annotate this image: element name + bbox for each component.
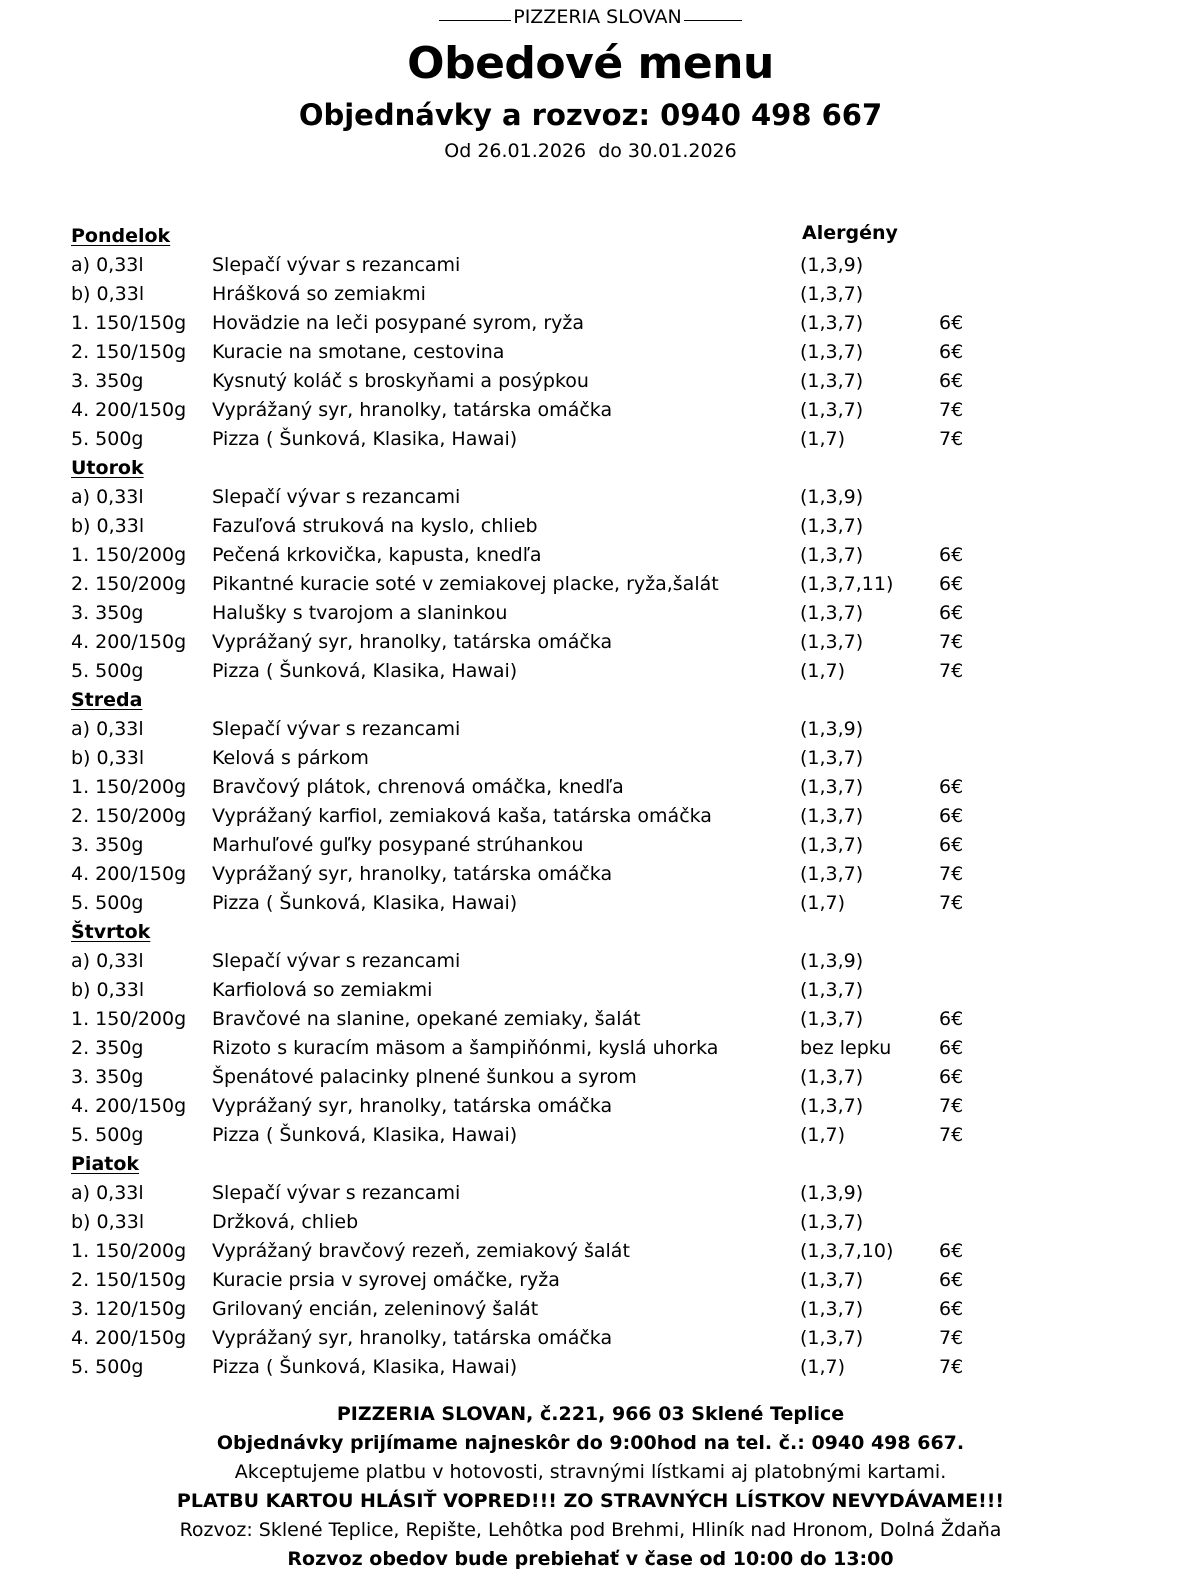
item-name: Karfiolová so zemiakmi: [212, 979, 433, 1001]
item-allergens: (1,3,7): [800, 805, 864, 827]
underscore-right: [684, 20, 742, 21]
menu-item: [71, 1121, 1111, 1150]
footer-delivery-area: Rozvoz: Sklené Teplice, Repište, Lehôtka pod Brehmi, Hliník nad Hronom, Dolná Ždaňa: [179, 1519, 1002, 1541]
day-section: [71, 918, 1111, 1150]
day-heading: Štvrtok: [71, 921, 151, 943]
item-portion: a) 0,33l: [71, 950, 144, 972]
footer-payment: Akceptujeme platbu v hotovosti, stravnými lístkami aj platobnými kartami.: [234, 1461, 947, 1483]
allergen-column-heading: Alergény: [802, 222, 898, 244]
item-allergens: (1,3,7): [800, 370, 864, 392]
footer-card-notice: PLATBU KARTOU HLÁSIŤ VOPRED!!! ZO STRAVNÝCH LÍSTKOV NEVYDÁVAME!!!: [176, 1490, 1005, 1512]
item-name: Kelová s párkom: [212, 747, 369, 769]
item-price: 6€: [939, 834, 964, 856]
item-name: Vyprážaný syr, hranolky, tatárska omáčka: [212, 1095, 613, 1117]
item-allergens: (1,3,9): [800, 718, 864, 740]
item-name: Vyprážaný karfiol, zemiaková kaša, tatárska omáčka: [212, 805, 712, 827]
item-allergens: (1,3,7): [800, 312, 864, 334]
menu-item: [71, 396, 1111, 425]
menu-item: [71, 1208, 1111, 1237]
item-name: Vyprážaný bravčový rezeň, zemiakový šalát: [212, 1240, 630, 1262]
page-title: Obedové menu: [407, 38, 774, 89]
day-section: [71, 686, 1111, 918]
item-name: Halušky s tvarojom a slaninkou: [212, 602, 508, 624]
menu-item: [71, 599, 1111, 628]
item-name: Pizza ( Šunková, Klasika, Hawai): [212, 1356, 518, 1378]
item-price: 6€: [939, 805, 964, 827]
menu-item: [71, 831, 1111, 860]
menu-item: [71, 1034, 1111, 1063]
item-name: Kuracie na smotane, cestovina: [212, 341, 505, 363]
item-allergens: (1,3,7): [800, 399, 864, 421]
item-allergens: (1,7): [800, 660, 846, 682]
item-price: 6€: [939, 573, 964, 595]
item-price: 7€: [939, 631, 964, 653]
item-price: 7€: [939, 399, 964, 421]
footer: [0, 1400, 1181, 1574]
item-portion: 1. 150/200g: [71, 544, 187, 566]
menu-item: [71, 860, 1111, 889]
menu-item: [71, 947, 1111, 976]
item-portion: 1. 150/200g: [71, 1008, 187, 1030]
menu-item: [71, 1353, 1111, 1382]
item-portion: 3. 350g: [71, 1066, 144, 1088]
item-portion: 2. 150/200g: [71, 573, 187, 595]
item-allergens: (1,3,7): [800, 602, 864, 624]
item-price: 7€: [939, 1095, 964, 1117]
item-price: 6€: [939, 1008, 964, 1030]
menu-item: [71, 570, 1111, 599]
menu-item: [71, 541, 1111, 570]
item-portion: b) 0,33l: [71, 1211, 145, 1233]
menu-item: [71, 744, 1111, 773]
item-allergens: (1,3,7,11): [800, 573, 894, 595]
item-portion: b) 0,33l: [71, 283, 145, 305]
item-portion: 4. 200/150g: [71, 1095, 187, 1117]
item-portion: 1. 150/200g: [71, 1240, 187, 1262]
item-name: Pizza ( Šunková, Klasika, Hawai): [212, 660, 518, 682]
item-portion: 5. 500g: [71, 1124, 144, 1146]
menu-item: [71, 657, 1111, 686]
item-name: Špenátové palacinky plnené šunkou a syrom: [212, 1066, 637, 1088]
menu-item: [71, 1324, 1111, 1353]
item-portion: b) 0,33l: [71, 515, 145, 537]
item-allergens: (1,3,7,10): [800, 1240, 894, 1262]
item-price: 7€: [939, 1327, 964, 1349]
menu-item: [71, 1295, 1111, 1324]
item-allergens: (1,7): [800, 1356, 846, 1378]
footer-delivery-time: Rozvoz obedov bude prebiehať v čase od 10:00 do 13:00: [287, 1548, 894, 1570]
item-allergens: (1,3,9): [800, 950, 864, 972]
item-allergens: (1,3,7): [800, 283, 864, 305]
item-price: 6€: [939, 370, 964, 392]
item-allergens: (1,3,7): [800, 631, 864, 653]
menu-item: [71, 1266, 1111, 1295]
day-section: [71, 1150, 1111, 1382]
footer-address: PIZZERIA SLOVAN, č.221, 966 03 Sklené Teplice: [336, 1403, 845, 1425]
item-name: Slepačí vývar s rezancami: [212, 950, 461, 972]
item-name: Pizza ( Šunková, Klasika, Hawai): [212, 1124, 518, 1146]
item-price: 7€: [939, 660, 964, 682]
menu-item: [71, 309, 1111, 338]
item-portion: 4. 200/150g: [71, 399, 187, 421]
item-allergens: (1,7): [800, 892, 846, 914]
underscore-left: [439, 20, 511, 21]
day-heading: Streda: [71, 689, 143, 711]
item-name: Slepačí vývar s rezancami: [212, 254, 461, 276]
item-price: 6€: [939, 602, 964, 624]
day-section: [71, 222, 1111, 454]
item-price: 6€: [939, 1037, 964, 1059]
item-portion: 2. 150/150g: [71, 341, 187, 363]
day-section: [71, 454, 1111, 686]
item-portion: 3. 350g: [71, 602, 144, 624]
item-price: 6€: [939, 776, 964, 798]
item-name: Fazuľová struková na kyslo, chlieb: [212, 515, 538, 537]
item-price: 7€: [939, 428, 964, 450]
item-name: Kuracie prsia v syrovej omáčke, ryža: [212, 1269, 560, 1291]
item-portion: 3. 120/150g: [71, 1298, 187, 1320]
menu-item: [71, 483, 1111, 512]
menu-item: [71, 367, 1111, 396]
item-portion: 2. 150/200g: [71, 805, 187, 827]
item-allergens: (1,3,7): [800, 776, 864, 798]
item-allergens: (1,3,7): [800, 1008, 864, 1030]
item-allergens: (1,3,7): [800, 1298, 864, 1320]
item-portion: 3. 350g: [71, 370, 144, 392]
item-portion: 4. 200/150g: [71, 631, 187, 653]
item-name: Grilovaný encián, zeleninový šalát: [212, 1298, 539, 1320]
menu-item: [71, 715, 1111, 744]
item-price: 6€: [939, 312, 964, 334]
item-name: Bravčové na slanine, opekané zemiaky, šalát: [212, 1008, 641, 1030]
item-price: 6€: [939, 1269, 964, 1291]
item-name: Rizoto s kuracím mäsom a šampiňónmi, kyslá uhorka: [212, 1037, 719, 1059]
weekly-menu: [71, 222, 1111, 1382]
item-name: Pikantné kuracie soté v zemiakovej placke, ryža,šalát: [212, 573, 719, 595]
day-heading: Pondelok: [71, 225, 171, 247]
footer-orders: Objednávky prijímame najneskôr do 9:00hod na tel. č.: 0940 498 667.: [216, 1432, 965, 1454]
item-allergens: (1,3,7): [800, 979, 864, 1001]
item-portion: 5. 500g: [71, 660, 144, 682]
item-name: Vyprážaný syr, hranolky, tatárska omáčka: [212, 1327, 613, 1349]
menu-item: [71, 976, 1111, 1005]
item-price: 6€: [939, 341, 964, 363]
item-allergens: (1,3,7): [800, 747, 864, 769]
item-allergens: (1,3,7): [800, 1211, 864, 1233]
item-price: 6€: [939, 1066, 964, 1088]
item-portion: a) 0,33l: [71, 718, 144, 740]
day-heading: Utorok: [71, 457, 144, 479]
item-name: Vyprážaný syr, hranolky, tatárska omáčka: [212, 399, 613, 421]
menu-item: [71, 338, 1111, 367]
item-allergens: (1,3,7): [800, 1269, 864, 1291]
brand-line: [0, 6, 1181, 28]
item-portion: 4. 200/150g: [71, 863, 187, 885]
item-name: Slepačí vývar s rezancami: [212, 1182, 461, 1204]
item-portion: 5. 500g: [71, 1356, 144, 1378]
date-range: Od 26.01.2026 do 30.01.2026: [444, 140, 737, 162]
menu-item: [71, 1005, 1111, 1034]
brand-name: PIZZERIA SLOVAN: [513, 6, 682, 28]
item-portion: 5. 500g: [71, 892, 144, 914]
item-portion: 4. 200/150g: [71, 1327, 187, 1349]
day-heading: Piatok: [71, 1153, 140, 1175]
menu-item: [71, 1063, 1111, 1092]
item-name: Kysnutý koláč s broskyňami a posýpkou: [212, 370, 589, 392]
menu-item: [71, 889, 1111, 918]
item-price: 7€: [939, 1356, 964, 1378]
item-portion: b) 0,33l: [71, 747, 145, 769]
menu-item: [71, 280, 1111, 309]
item-name: Hrášková so zemiakmi: [212, 283, 426, 305]
item-allergens: (1,3,7): [800, 341, 864, 363]
item-allergens: (1,3,7): [800, 544, 864, 566]
item-name: Slepačí vývar s rezancami: [212, 718, 461, 740]
order-phone-heading: Objednávky a rozvoz: 0940 498 667: [298, 98, 883, 132]
menu-item: [71, 773, 1111, 802]
item-name: Vyprážaný syr, hranolky, tatárska omáčka: [212, 631, 613, 653]
item-price: 7€: [939, 1124, 964, 1146]
item-allergens: (1,3,9): [800, 486, 864, 508]
item-price: 7€: [939, 863, 964, 885]
item-price: 6€: [939, 544, 964, 566]
item-portion: 3. 350g: [71, 834, 144, 856]
item-name: Pečená krkovička, kapusta, knedľa: [212, 544, 542, 566]
item-allergens: (1,3,9): [800, 254, 864, 276]
item-allergens: (1,3,7): [800, 1066, 864, 1088]
item-portion: 1. 150/150g: [71, 312, 187, 334]
menu-item: [71, 512, 1111, 541]
item-price: 6€: [939, 1240, 964, 1262]
menu-item: [71, 1092, 1111, 1121]
item-portion: 2. 150/150g: [71, 1269, 187, 1291]
item-portion: 5. 500g: [71, 428, 144, 450]
menu-item: [71, 251, 1111, 280]
item-name: Marhuľové guľky posypané strúhankou: [212, 834, 584, 856]
item-price: 7€: [939, 892, 964, 914]
menu-item: [71, 425, 1111, 454]
item-portion: a) 0,33l: [71, 486, 144, 508]
item-allergens: (1,3,7): [800, 1327, 864, 1349]
item-portion: a) 0,33l: [71, 1182, 144, 1204]
item-portion: 2. 350g: [71, 1037, 144, 1059]
item-portion: b) 0,33l: [71, 979, 145, 1001]
item-name: Pizza ( Šunková, Klasika, Hawai): [212, 428, 518, 450]
item-name: Hovädzie na leči posypané syrom, ryža: [212, 312, 585, 334]
item-allergens: (1,3,7): [800, 515, 864, 537]
item-name: Bravčový plátok, chrenová omáčka, knedľa: [212, 776, 624, 798]
item-name: Slepačí vývar s rezancami: [212, 486, 461, 508]
menu-item: [71, 628, 1111, 657]
item-allergens: (1,3,9): [800, 1182, 864, 1204]
item-portion: 1. 150/200g: [71, 776, 187, 798]
menu-item: [71, 1179, 1111, 1208]
item-name: Pizza ( Šunková, Klasika, Hawai): [212, 892, 518, 914]
item-allergens: (1,7): [800, 428, 846, 450]
item-allergens: (1,3,7): [800, 863, 864, 885]
item-price: 6€: [939, 1298, 964, 1320]
item-allergens: (1,3,7): [800, 834, 864, 856]
item-allergens: (1,7): [800, 1124, 846, 1146]
menu-item: [71, 802, 1111, 831]
menu-item: [71, 1237, 1111, 1266]
item-portion: a) 0,33l: [71, 254, 144, 276]
item-allergens: (1,3,7): [800, 1095, 864, 1117]
item-allergens: bez lepku: [800, 1037, 892, 1059]
item-name: Vyprážaný syr, hranolky, tatárska omáčka: [212, 863, 613, 885]
item-name: Držková, chlieb: [212, 1211, 359, 1233]
